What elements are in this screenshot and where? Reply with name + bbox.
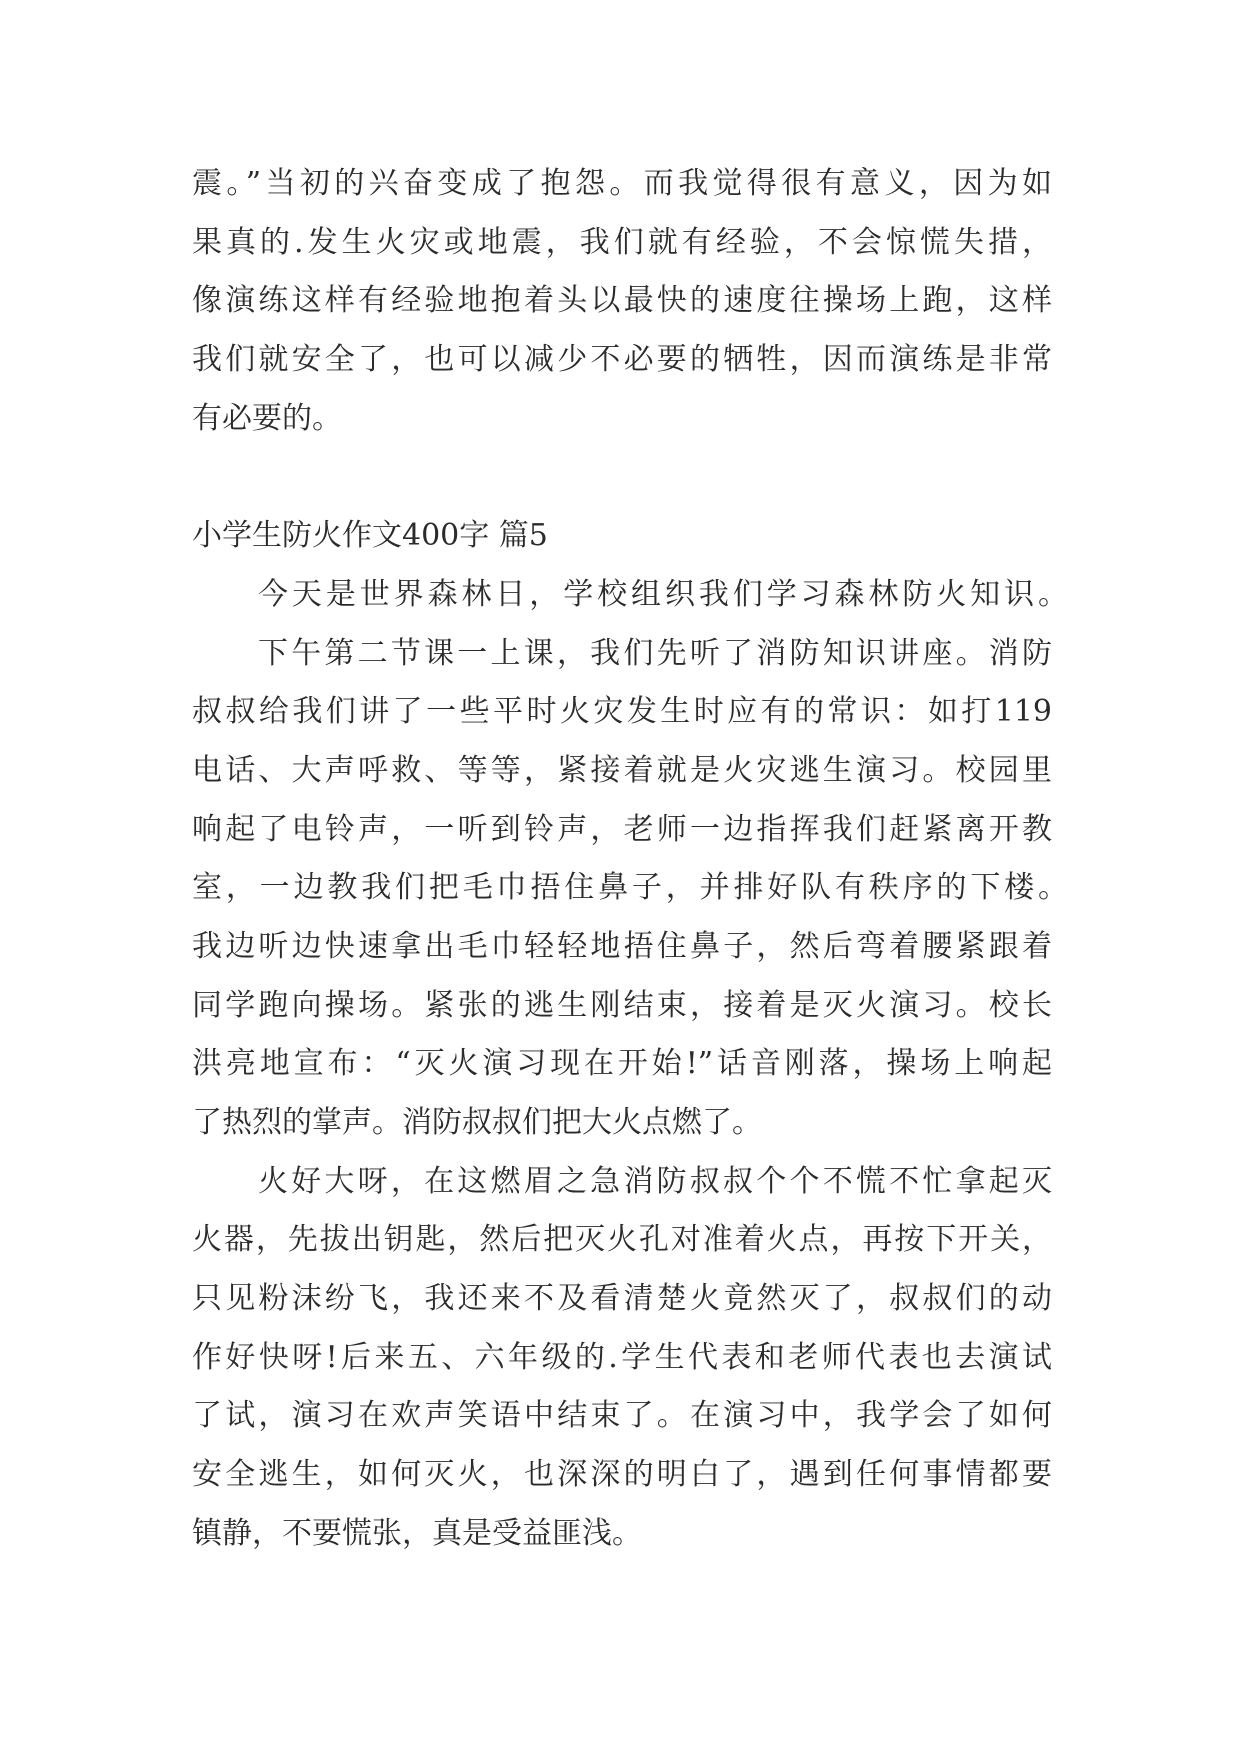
text-line: 震。”当初的兴奋变成了抱怨。而我觉得很有意义，因为如: [192, 166, 1052, 201]
text-line: 有必要的。: [192, 400, 342, 436]
text-line: 像演练这样有经验地抱着头以最快的速度往操场上跑，这样: [192, 283, 1052, 319]
text-line: 了试，演习在欢声笑语中结束了。在演习中，我学会了如何: [192, 1398, 1052, 1434]
paragraph-2: [192, 625, 1072, 1153]
text-line: 果真的.发生火灾或地震，我们就有经验，不会惊慌失措，: [192, 224, 1052, 260]
text-line: 安全逃生，如何灭火，也深深的明白了，遇到任何事情都要: [192, 1457, 1052, 1493]
text-line: 镇静，不要慌张，真是受益匪浅。: [192, 1515, 642, 1551]
text-line: 响起了电铃声，一听到铃声，老师一边指挥我们赶紧离开教: [192, 811, 1052, 847]
paragraph-1: [192, 566, 1072, 625]
text-line: 下午第二节课一上课，我们先听了消防知识讲座。消防: [258, 635, 1052, 671]
text-line: 叔叔给我们讲了一些平时火灾发生时应有的常识：如打119: [192, 694, 1052, 730]
text-line: 我们就安全了，也可以减少不必要的牺牲，因而演练是非常: [192, 342, 1052, 378]
paragraph-3: [192, 1153, 1072, 1564]
text-line: 了热烈的掌声。消防叔叔们把大火点燃了。: [192, 1105, 762, 1140]
paragraph-spacer: [192, 448, 1072, 507]
text-line: 作好快呀!后来五、六年级的.学生代表和老师代表也去演试: [192, 1339, 1052, 1375]
text-line: 只见粉沫纷飞，我还来不及看清楚火竟然灭了，叔叔们的动: [192, 1281, 1052, 1317]
text-line: 同学跑向操场。紧张的逃生刚结束，接着是灭火演习。校长: [192, 987, 1052, 1023]
continued-paragraph: [192, 155, 1072, 448]
text-line: 今天是世界森林日，学校组织我们学习森林防火知识。: [258, 576, 1068, 612]
text-line: 火好大呀，在这燃眉之急消防叔叔个个不慌不忙拿起灭: [258, 1163, 1052, 1199]
section-heading: 小学生防火作文400字 篇5: [192, 518, 548, 554]
text-line: 电话、大声呼救、等等，紧接着就是火灾逃生演习。校园里: [192, 752, 1052, 788]
text-line: 洪亮地宣布：“灭火演习现在开始!”话音刚落，操场上响起: [192, 1046, 1052, 1082]
text-line: 火器，先拔出钥匙，然后把灭火孔对准着火点，再按下开关，: [192, 1222, 1052, 1258]
text-line: 我边听边快速拿出毛巾轻轻地捂住鼻子，然后弯着腰紧跟着: [192, 928, 1052, 964]
document-page: [192, 155, 1072, 1564]
text-line: 室，一边教我们把毛巾捂住鼻子，并排好队有秩序的下楼。: [192, 870, 1068, 906]
